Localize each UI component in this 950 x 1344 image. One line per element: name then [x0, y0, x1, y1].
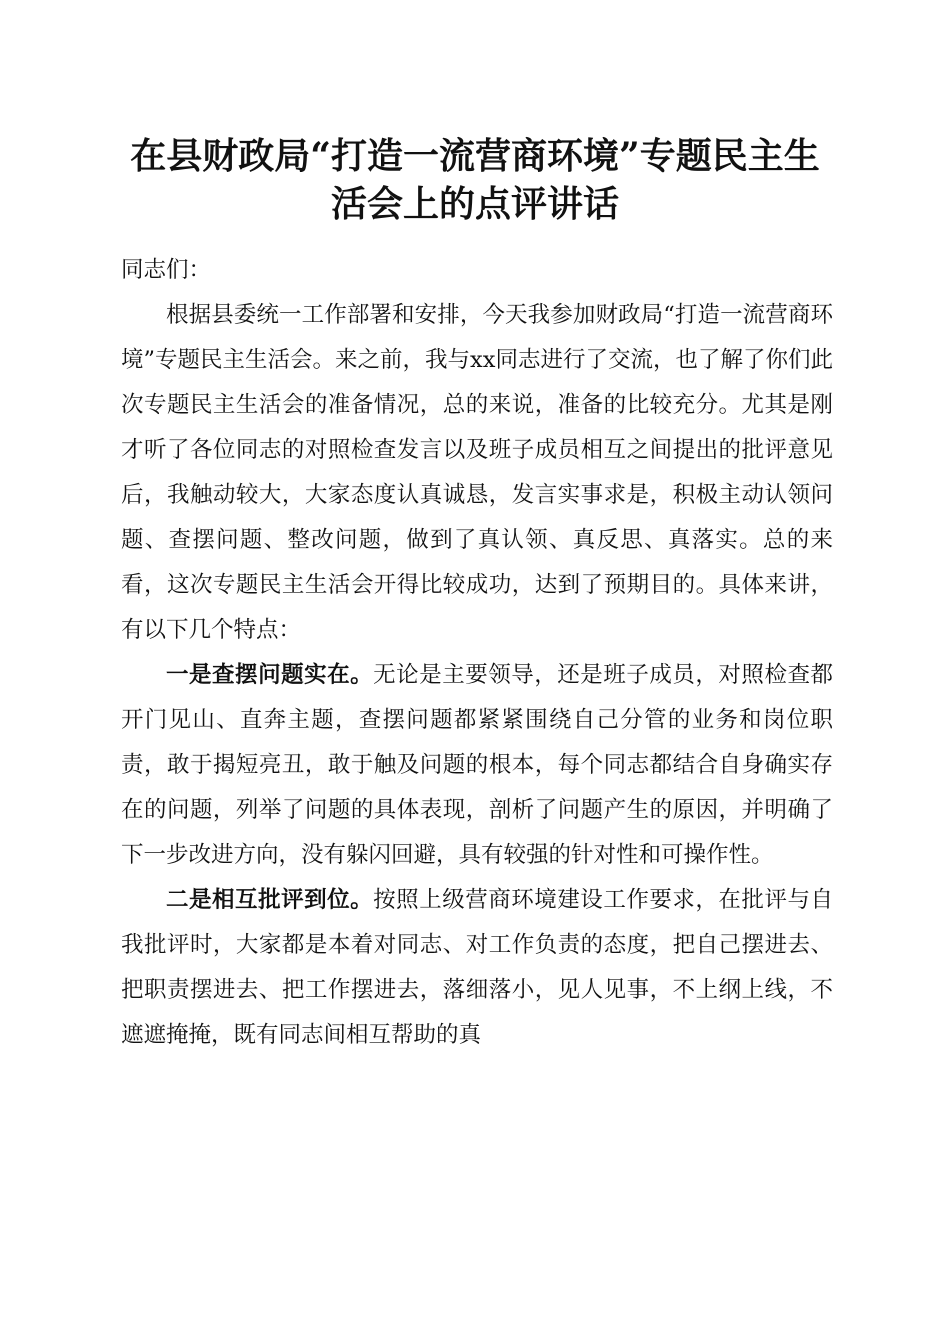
- paragraph-3: [121, 878, 833, 1058]
- title-line-1: 在县财政局“打造一流营商环境”专题民主生: [130, 135, 820, 177]
- paragraph-3-lead: 二是相互批评到位。: [166, 887, 374, 913]
- paragraph-2-text: 无论是主要领导，还是班子成员，对照检查都开门见山、直奔主题，查摆问题都紧紧围绕自己分管的业务和岗位职责，敢于揭短亮丑，敢于触及问题的根本，每个同志都结合自身确实存在的问题，列举了问题的具体表现，剖析了问题产生的原因，并明确了下一步改进方向，没有躲闪回避，具有较强的针对性和可操作性。: [121, 662, 833, 868]
- paragraph-2-lead: 一是查摆问题实在。: [166, 662, 374, 688]
- greeting: 同志们：: [121, 257, 212, 283]
- paragraph-1: 根据县委统一工作部署和安排，今天我参加财政局“打造一流营商环境”专题民主生活会。来之前，我与xx同志进行了交流，也了解了你们此次专题民主生活会的准备情况，总的来说，准备的比较充分。尤其是刚才听了各位同志的对照检查发言以及班子成员相互之间提出的批评意见后，我触动较大，大家态度认真诚恳，发言实事求是，积极主动认领问题、查摆问题、整改问题，做到了真认领、真反思、真落实。总的来看，这次专题民主生活会开得比较成功，达到了预期目的。具体来讲，有以下几个特点：: [121, 302, 833, 643]
- paragraph-2: [121, 653, 833, 878]
- paragraph-3-text: 按照上级营商环境建设工作要求，在批评与自我批评时，大家都是本着对同志、对工作负责的态度，把自己摆进去、把职责摆进去、把工作摆进去，落细落小，见人见事，不上纲上线，不遮遮掩掩，既有同志间相互帮助的真: [121, 887, 833, 1048]
- title-line-2: 活会上的点评讲话: [330, 183, 619, 225]
- document-title: [100, 132, 850, 228]
- document-body: [121, 248, 833, 1058]
